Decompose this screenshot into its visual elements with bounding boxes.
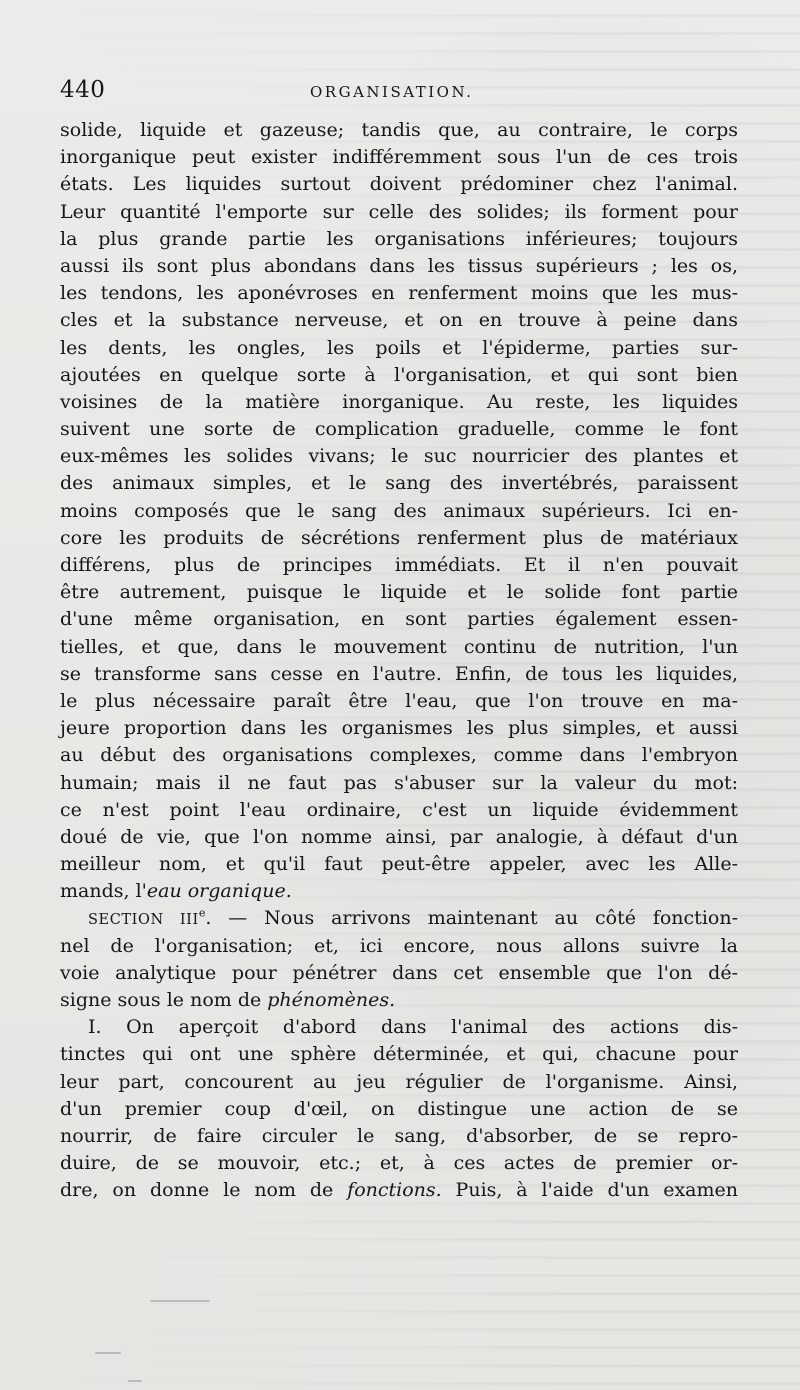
- text-line: [60, 1177, 738, 1204]
- page-header: [60, 76, 738, 106]
- text-line: différens, plus de principes immédiats. Et il n'en pouvait: [60, 554, 738, 576]
- text-line: eux-mêmes les solides vivans; le suc nourricier des plantes et: [60, 445, 738, 468]
- text-line: au début des organisations complexes, comme dans l'embryon: [60, 744, 738, 767]
- text-line: meilleur nom, et qu'il faut peut-être appeler, avec les Alle-: [60, 853, 738, 876]
- text-line: les dents, les ongles, les poils et l'épiderme, parties sur-: [60, 336, 738, 359]
- text-line: le plus nécessaire paraît être l'eau, que l'on trouve en ma-: [60, 689, 738, 712]
- text-line: d'un premier coup d'œil, on distingue une action de se: [60, 1097, 738, 1120]
- text-line: cles et la substance nerveuse, et on en trouve à peine dans: [60, 309, 738, 332]
- text-line: jeure proportion dans les organismes les plus simples, et aussi: [60, 717, 738, 740]
- ink-smudge: [95, 1352, 121, 1354]
- text-run: dre, on donne le nom de: [60, 1179, 348, 1202]
- text-line: voie analytique pour pénétrer dans cet ensemble que l'on dé-: [60, 961, 738, 984]
- text-line: humain; mais il ne faut pas s'abuser sur la valeur du mot:: [60, 771, 738, 794]
- text-line: leur part, concourent au jeu régulier de l'organisme. Ainsi,: [60, 1070, 738, 1093]
- section-superscript: e: [198, 907, 206, 921]
- paragraph-end-line: [60, 878, 738, 905]
- italic-term: phénomènes.: [267, 989, 396, 1011]
- text-line: nel de l'organisation; et, ici encore, nous allons suivre la: [60, 934, 738, 957]
- text-line: moins composés que le sang des animaux supérieurs. Ici en-: [60, 499, 738, 522]
- text-line: nourrir, de faire circuler le sang, d'absorber, de se repro-: [60, 1124, 738, 1147]
- text-line: ajoutées en quelque sorte à l'organisation, et qui sont bien: [60, 363, 738, 386]
- text-line: doué de vie, que l'on nomme ainsi, par analogie, à défaut d'un: [60, 825, 738, 848]
- italic-term: eau organique.: [146, 880, 292, 903]
- page-number: 440: [60, 77, 106, 103]
- text-line: tinctes qui ont une sphère déterminée, et qui, chacune pour: [60, 1043, 738, 1066]
- text-line: Leur quantité l'emporte sur celle des solides; ils forment pour: [60, 200, 738, 223]
- paragraph-end-line: [60, 987, 738, 1014]
- text-run: mands, l': [60, 880, 147, 903]
- body-text: [60, 117, 738, 1205]
- text-line: ce n'est point l'eau ordinaire, c'est un liquide évidemment: [60, 798, 738, 821]
- text-run: signe sous le nom de: [60, 989, 268, 1011]
- section-heading-line: [60, 905, 738, 932]
- text-line: se transforme sans cesse en l'autre. Enfin, de tous les liquides,: [60, 662, 738, 685]
- text-line: I. On aperçoit d'abord dans l'animal des actions dis-: [88, 1016, 738, 1039]
- text-line: la plus grande partie les organisations inférieures; toujours: [60, 227, 738, 250]
- text-line: inorganique peut exister indifféremment sous l'un de ces trois: [60, 146, 738, 169]
- running-head: ORGANISATION.: [310, 83, 474, 101]
- text-line: duire, de se mouvoir, etc.; et, à ces actes de premier or-: [60, 1152, 738, 1175]
- text-line: des animaux simples, et le sang des invertébrés, paraissent: [60, 472, 738, 495]
- text-line: solide, liquide et gazeuse; tandis que, au contraire, le corps: [60, 119, 738, 141]
- text-line: états. Les liquides surtout doivent prédominer chez l'animal.: [60, 173, 738, 196]
- italic-term: fonctions.: [347, 1179, 442, 1202]
- text-line: core les produits de sécrétions renferment plus de matériaux: [60, 526, 738, 549]
- text-line: tielles, et que, dans le mouvement continu de nutrition, l'un: [60, 635, 738, 658]
- section-label: SECTION III: [88, 912, 199, 929]
- text-line: aussi ils sont plus abondans dans les tissus supérieurs ; les os,: [60, 254, 738, 277]
- text-line: être autrement, puisque le liquide et le solide font partie: [60, 581, 738, 604]
- text-line: d'une même organisation, en sont parties également essen-: [60, 608, 738, 631]
- text-run: Puis, à l'aide d'un examen: [441, 1179, 738, 1202]
- text-line: suivent une sorte de complication graduelle, comme le font: [60, 418, 738, 441]
- ink-smudge: [128, 1380, 142, 1382]
- text-line: voisines de la matière inorganique. Au reste, les liquides: [60, 390, 738, 413]
- text-line: les tendons, les aponévroses en renferment moins que les mus-: [60, 282, 738, 305]
- text-run: . — Nous arrivons maintenant au côté fonction-: [205, 907, 738, 930]
- ink-smudge: [150, 1300, 210, 1302]
